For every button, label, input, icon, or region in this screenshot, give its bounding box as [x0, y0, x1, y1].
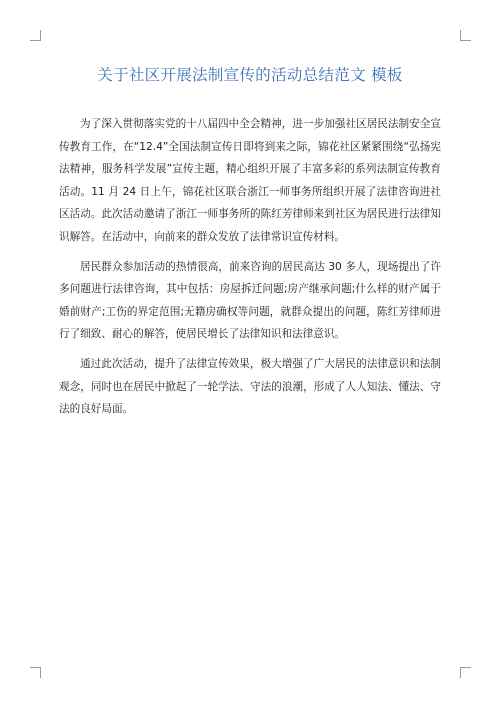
paragraph-3: 通过此次活动，提升了法律宣传效果，极大增强了广大居民的法律意识和法制观念，同时也在居民中掀起了一轮学法、守法的浪潮，形成了人人知法、懂法、守法的良好局面。	[59, 357, 441, 416]
crop-mark-top-right	[460, 30, 471, 41]
document-title: 关于社区开展法制宣传的活动总结范文 模板	[97, 66, 403, 84]
document-body	[59, 113, 441, 428]
paragraph-2: 居民群众参加活动的热情很高，前来咨询的居民高达 30 多人，现场提出了许多问题进行法律咨询，其中包括：房屋拆迁问题;房产继承问题;什么样的财产属于婚前财产;工伤的界定范围;无籍房确权等问题，就群众提出的问题，陈红芳律师进行了细致、耐心的解答，使居民增长了法律知识和法律意识。	[59, 260, 441, 341]
crop-mark-top-left	[30, 30, 41, 41]
crop-mark-bottom-left	[30, 667, 41, 678]
paragraph-1: 为了深入贯彻落实党的十八届四中全会精神，进一步加强社区居民法制安全宣传教育工作，在“12.4”全国法制宣传日即将到来之际，锦花社区紧紧围绕“弘扬宪法精神，服务科学发展”宣传主题，精心组织开展了丰富多彩的系列法制宣传教育活动。11 月 24 日上午，锦花社区联合浙江一师事务所组织开展了法律咨询进社区活动。此次活动邀请了浙江一师事务所的陈红芳律师来到社区为居民进行法律知识解答。在活动中，向前来的群众发放了法律常识宣传材料。	[59, 118, 441, 243]
crop-mark-bottom-right	[460, 667, 471, 678]
